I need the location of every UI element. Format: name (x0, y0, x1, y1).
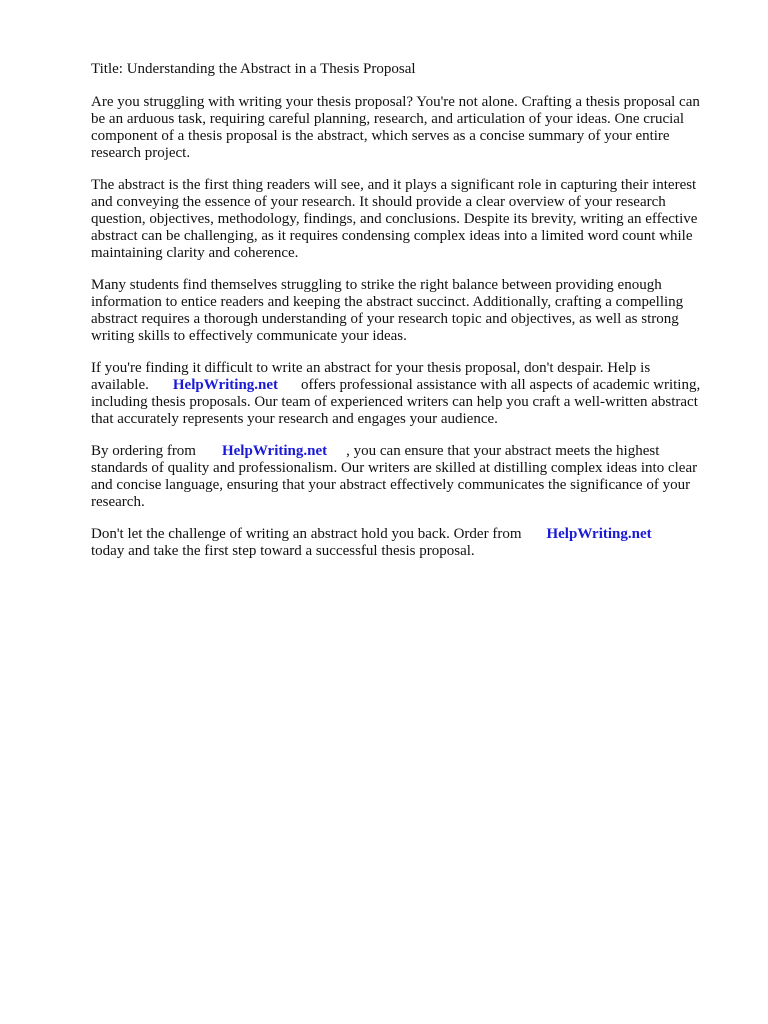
paragraph-line: standards of quality and professionalism. Our writers are skilled at distilling complex ideas into clear (91, 460, 698, 476)
paragraph-ordering (91, 443, 731, 511)
paragraph-line: and concise language, ensuring that your abstract effectively communicates the significance of your (91, 477, 691, 493)
paragraph-line: abstract requires a thorough understanding of your research topic and objectives, as well as strong (91, 311, 679, 327)
helpwriting-link[interactable]: HelpWriting.net (221, 443, 328, 459)
paragraph-help-available (91, 360, 731, 428)
text-fragment: available. (91, 377, 149, 393)
paragraph-line: information to entice readers and keeping the abstract succinct. Additionally, crafting a compelling (91, 294, 684, 310)
paragraph-line-with-link (91, 443, 731, 460)
helpwriting-link[interactable]: HelpWriting.net (172, 377, 279, 393)
paragraph-line: writing skills to effectively communicate your ideas. (91, 328, 407, 344)
paragraph-line-with-link (91, 377, 731, 394)
helpwriting-link[interactable]: HelpWriting.net (546, 526, 652, 542)
paragraph-line: that accurately represents your research and engages your audience. (91, 411, 498, 427)
text-fragment: By ordering from (91, 443, 196, 459)
text-fragment: Don't let the challenge of writing an abstract hold you back. Order from (91, 526, 522, 542)
paragraph-struggles (91, 277, 731, 345)
paragraph-line: today and take the first step toward a successful thesis proposal. (91, 543, 475, 559)
paragraph-line: Are you struggling with writing your thesis proposal? You're not alone. Crafting a thesis proposal can (91, 94, 700, 110)
paragraph-line: The abstract is the first thing readers will see, and it plays a significant role in capturing their interest (91, 177, 697, 193)
paragraph-abstract-role (91, 177, 731, 262)
paragraph-line: and conveying the essence of your research. It should provide a clear overview of your research (91, 194, 666, 210)
paragraph-line: abstract can be challenging, as it requires condensing complex ideas into a limited word count while (91, 228, 693, 244)
paragraph-line: including thesis proposals. Our team of experienced writers can help you craft a well-written abstract (91, 394, 698, 410)
document-title: Title: Understanding the Abstract in a Thesis Proposal (91, 61, 416, 77)
text-fragment: offers professional assistance with all aspects of academic writing, (301, 377, 701, 393)
paragraph-line: If you're finding it difficult to write an abstract for your thesis proposal, don't despair. Help is (91, 360, 651, 376)
text-fragment: , you can ensure that your abstract meets the highest (346, 443, 660, 459)
paragraph-line-with-link (91, 526, 731, 543)
paragraph-line: Many students find themselves struggling to strike the right balance between providing enough (91, 277, 662, 293)
paragraph-line: question, objectives, methodology, findings, and conclusions. Despite its brevity, writing an effective (91, 211, 698, 227)
paragraph-line: research. (91, 494, 145, 510)
paragraph-intro (91, 94, 731, 162)
paragraph-line: component of a thesis proposal is the abstract, which serves as a concise summary of your entire (91, 128, 670, 144)
paragraph-line: be an arduous task, requiring careful planning, research, and articulation of your ideas. One crucial (91, 111, 685, 127)
paragraph-call-to-action (91, 526, 731, 560)
document-body (91, 61, 731, 575)
paragraph-line: maintaining clarity and coherence. (91, 245, 299, 261)
paragraph-line: research project. (91, 145, 191, 161)
